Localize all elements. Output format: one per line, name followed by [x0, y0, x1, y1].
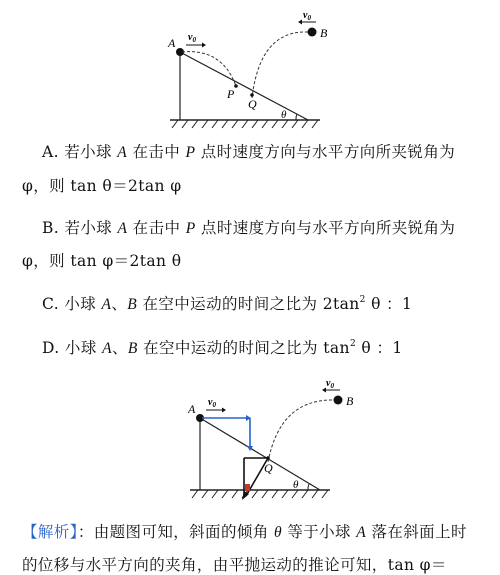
theta-arc [296, 114, 297, 120]
analysis-line-2: 的位移与水平方向的夹角，由平抛运动的推论可知，tan φ＝ [22, 556, 447, 574]
label-theta: θ [281, 109, 287, 121]
option-a-line-2: φ，则 tan θ＝2tan φ [22, 177, 182, 195]
label-v0-a-2: $v_0$ [208, 397, 216, 409]
option-d: D. 小球 A、B 在空中运动的时间之比为 $\tan^2 \theta$ ：1 [42, 339, 403, 357]
angle-marker [245, 484, 250, 491]
ball-b [308, 28, 317, 37]
trajectory-b-2 [268, 400, 332, 462]
label-b-2: B [346, 394, 354, 408]
option-b-line-2: φ，则 tan φ＝2tan θ [22, 252, 182, 270]
label-b: B [320, 26, 328, 40]
option-c: C. 小球 A、B 在空中运动的时间之比为 $2\tan^2$ θ ：1 [42, 295, 413, 313]
label-q: Q [248, 97, 257, 111]
v0-arrow-a [186, 43, 206, 48]
label-a: A [168, 36, 176, 50]
theta-arc-2 [308, 484, 309, 490]
label-theta-2: θ [293, 479, 299, 491]
analysis-tag: 【解析】 [22, 523, 78, 541]
trajectory-b [252, 32, 308, 98]
incline-line [180, 52, 308, 120]
label-p: P [227, 87, 235, 101]
label-v0-a: $v_0$ [188, 32, 196, 44]
figure-1 [160, 10, 340, 132]
analysis-line-1: 【解析】：由题图可知，斜面的倾角 θ 等于小球 A 落在斜面上时 [22, 523, 467, 541]
incline-line-2 [200, 418, 320, 490]
displacement-horizontal-arrow [202, 415, 251, 421]
ball-b-2 [334, 396, 343, 405]
option-a-line-1: A. 若小球 A 在击中 P 点时速度方向与水平方向所夹锐角为 [42, 143, 456, 161]
label-v0-b-2: $v_0$ [326, 378, 334, 390]
label-a-2: A [188, 402, 196, 416]
option-b-line-1: B. 若小球 A 在击中 P 点时速度方向与水平方向所夹锐角为 [42, 219, 456, 237]
ground-hatch-2 [190, 490, 330, 498]
figure-2 [180, 372, 360, 506]
point-p [234, 84, 238, 88]
point-q-2 [266, 456, 270, 460]
v0-arrow-a-2 [206, 408, 226, 413]
label-v0-b: $v_0$ [303, 10, 311, 22]
label-q-2: Q [264, 461, 273, 475]
ground-hatch [170, 120, 320, 128]
displacement-vertical-arrow [247, 418, 253, 451]
